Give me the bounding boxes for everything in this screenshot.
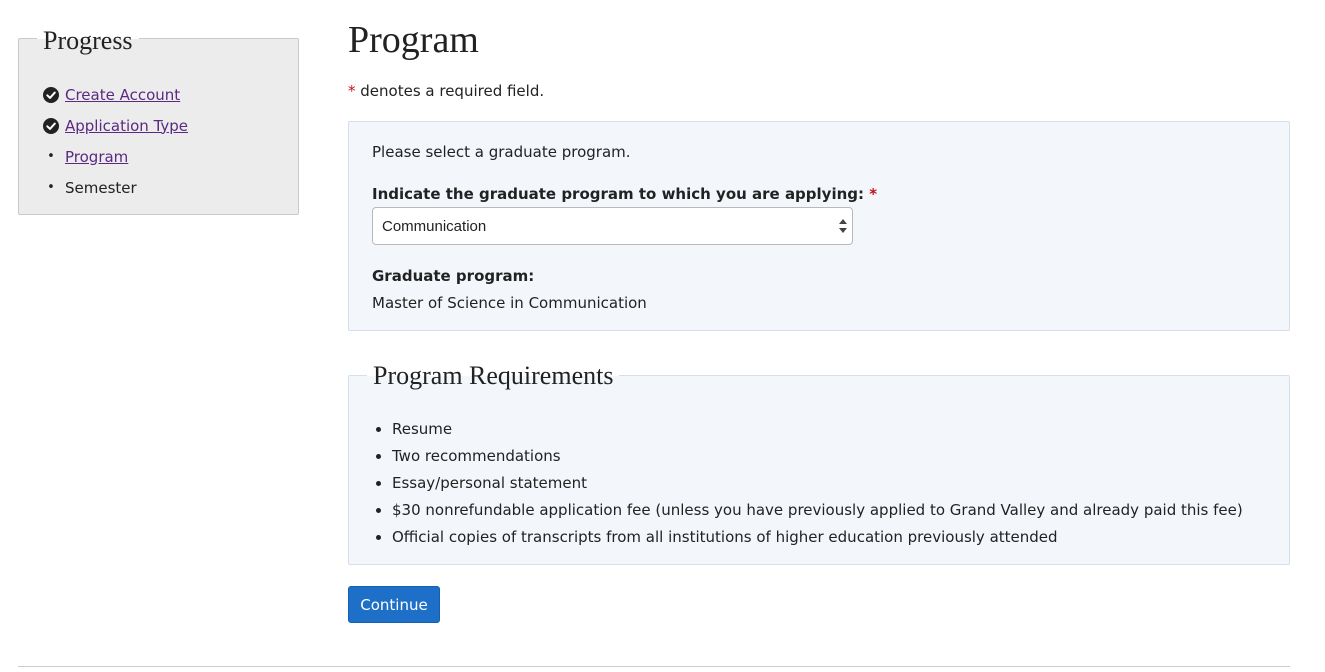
program-select-panel	[348, 121, 1290, 331]
program-select-value: Communication	[382, 217, 487, 235]
requirements-title: Program Requirements	[367, 360, 619, 392]
graduate-program-label: Graduate program:	[372, 267, 535, 285]
page-title: Program	[348, 19, 479, 61]
create-account-link[interactable]: Create Account	[65, 85, 181, 104]
select-intro: Please select a graduate program.	[372, 143, 631, 161]
continue-button[interactable]: Continue	[348, 586, 440, 623]
required-note-text: denotes a required field.	[360, 82, 545, 100]
bullet-icon: •	[47, 149, 55, 164]
graduate-program-value: Master of Science in Communication	[372, 294, 647, 312]
select-arrows-icon	[839, 217, 847, 235]
progress-item-create-account	[43, 79, 188, 110]
required-note	[348, 82, 544, 100]
semester-label: Semester	[65, 178, 137, 197]
progress-item-semester	[43, 172, 188, 203]
requirement-item: • Official copies of transcripts from all institutions of higher education previously attended	[392, 524, 1243, 551]
progress-item-program	[43, 141, 188, 172]
program-select[interactable]	[372, 207, 853, 245]
program-requirements-panel	[348, 361, 1290, 565]
footer-divider	[18, 666, 1290, 667]
requirements-list	[392, 416, 1243, 551]
program-select-label-text: Indicate the graduate program to which you are applying:	[372, 185, 865, 203]
requirement-item: • Resume	[392, 416, 1243, 443]
requirement-item: • $30 nonrefundable application fee (unless you have previously applied to Grand Valley and already paid this fee)	[392, 497, 1243, 524]
program-select-label	[372, 185, 877, 203]
check-circle-icon	[43, 118, 59, 134]
bullet-icon: •	[47, 180, 55, 195]
progress-item-application-type	[43, 110, 188, 141]
requirement-item: • Two recommendations	[392, 443, 1243, 470]
requirement-item: • Essay/personal statement	[392, 470, 1243, 497]
required-star: *	[348, 82, 356, 100]
check-circle-icon	[43, 87, 59, 103]
program-link[interactable]: Program	[65, 147, 129, 166]
application-type-link[interactable]: Application Type	[65, 116, 189, 135]
progress-sidebar	[18, 26, 299, 215]
progress-title: Progress	[37, 26, 139, 56]
progress-list	[43, 79, 188, 203]
required-star: *	[869, 185, 878, 203]
